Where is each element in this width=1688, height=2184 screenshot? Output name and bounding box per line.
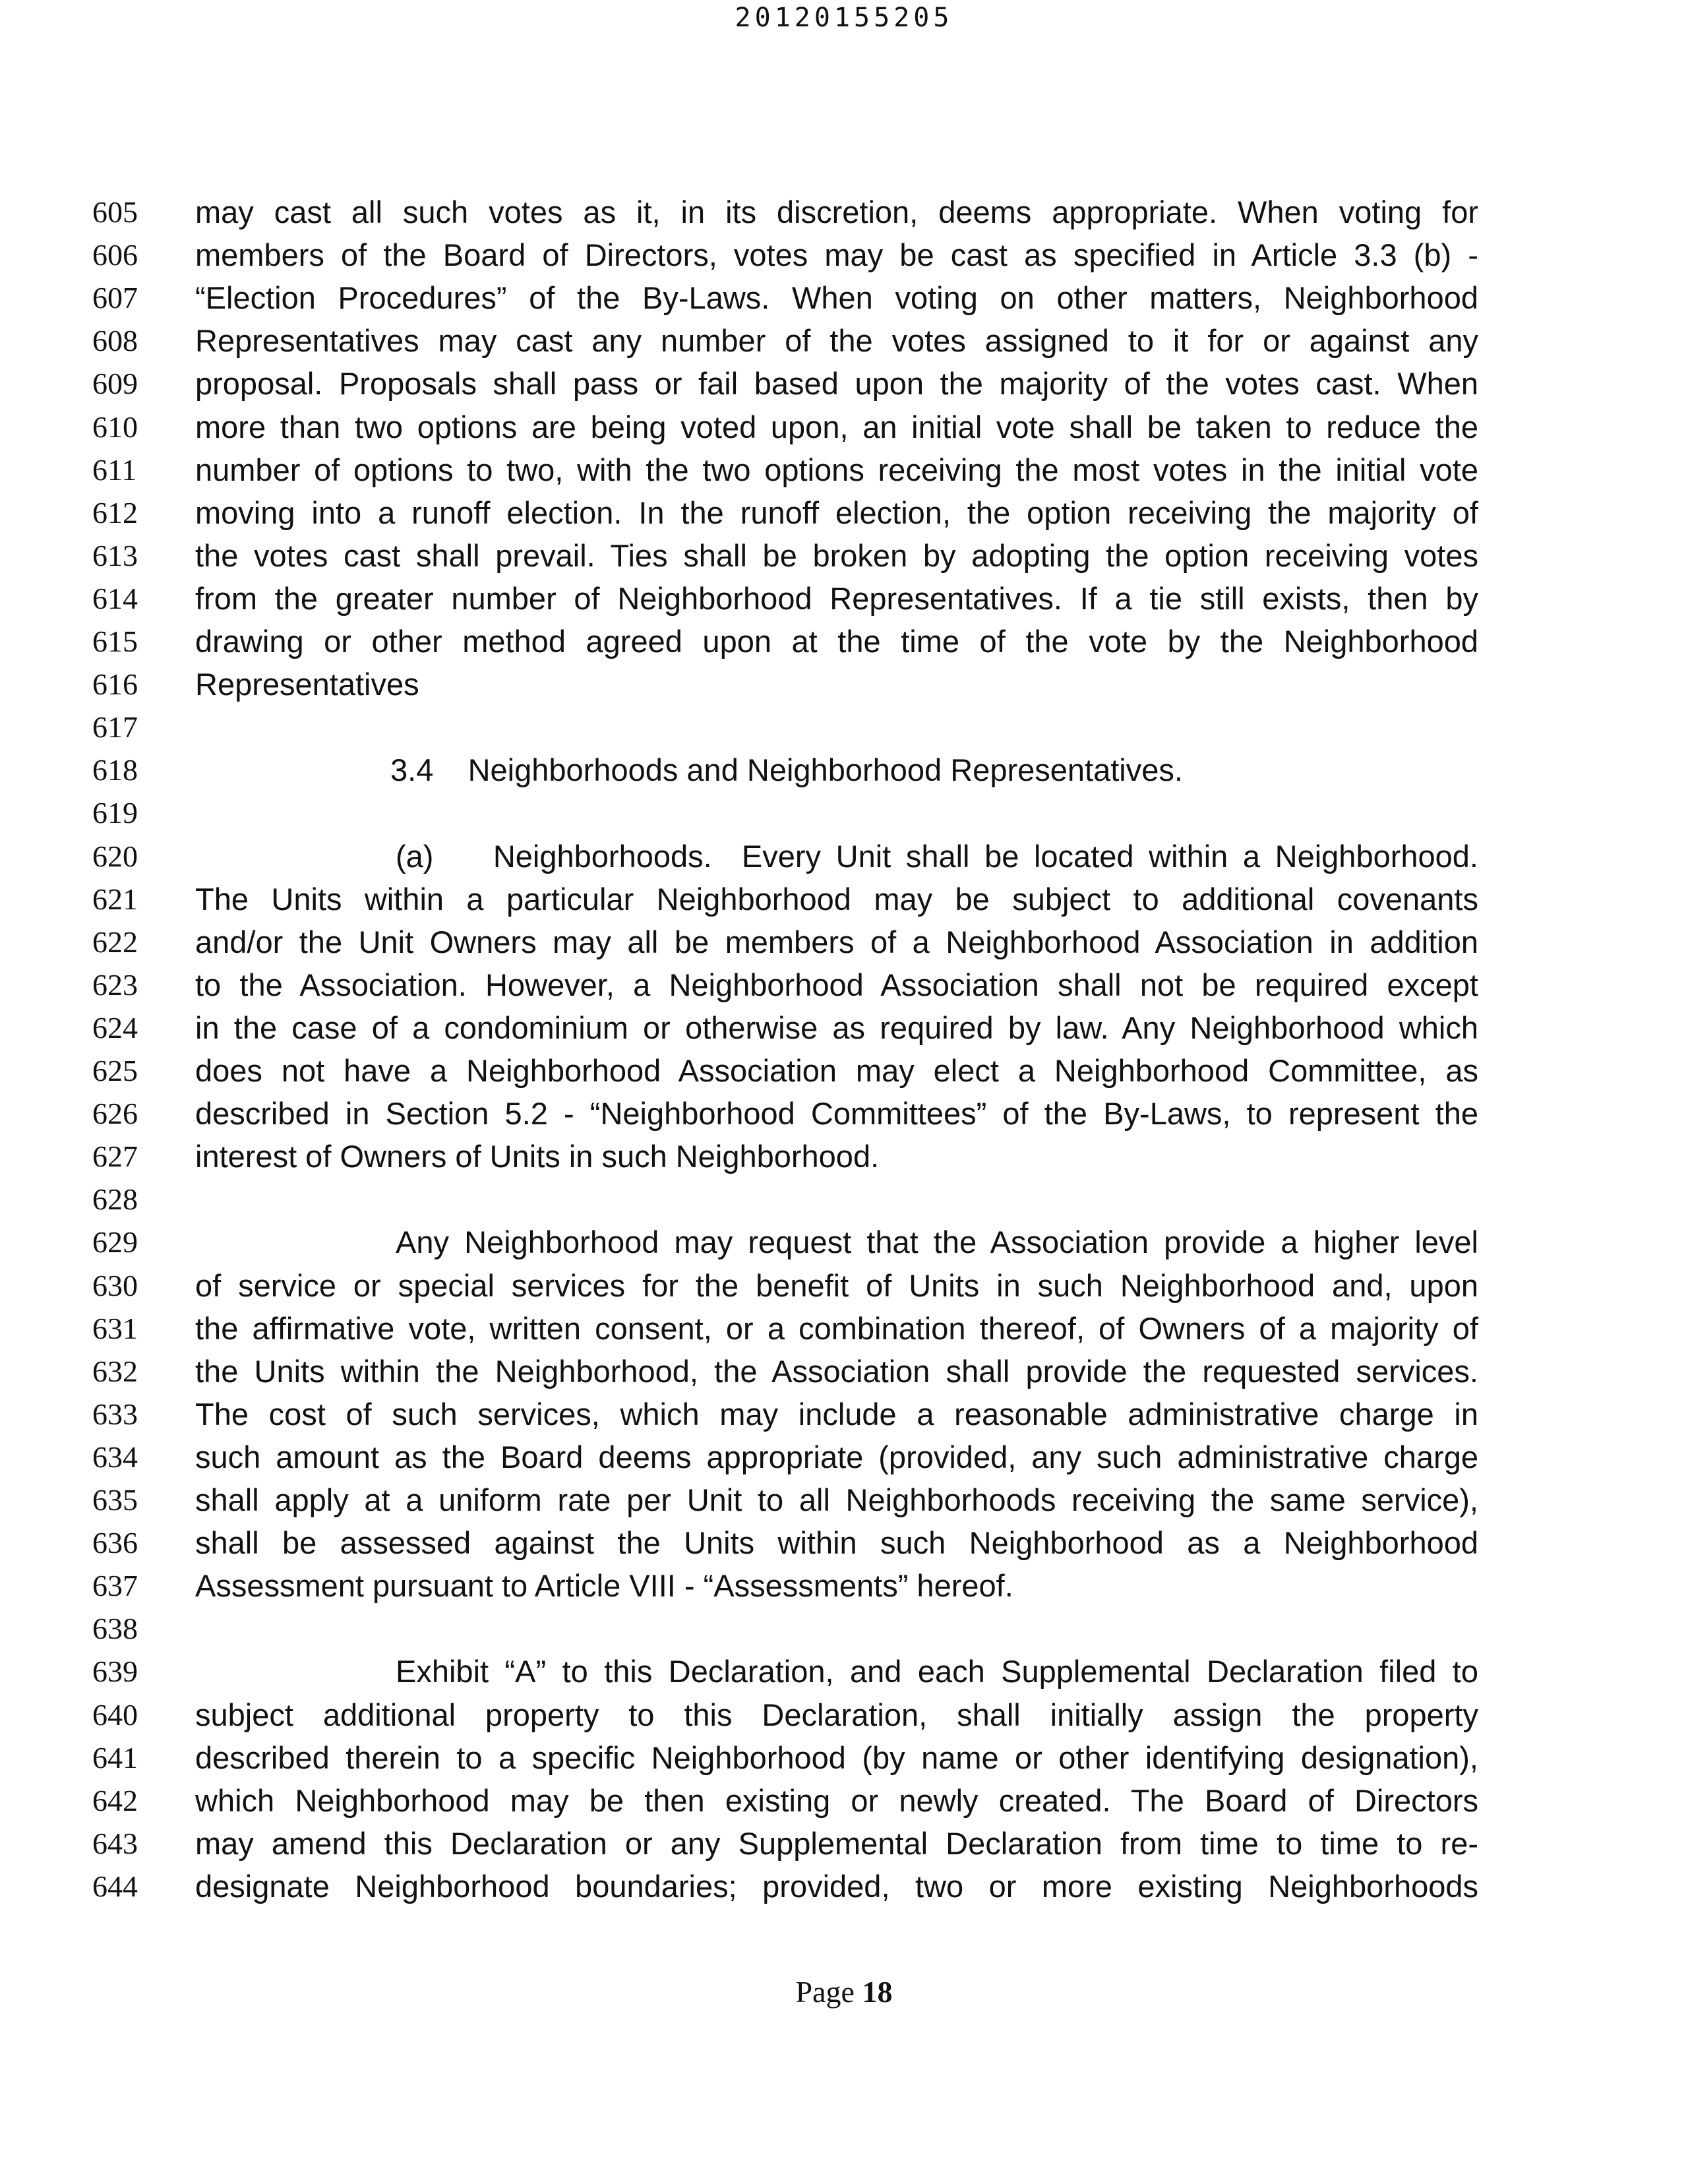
document-line	[0, 1093, 1688, 1135]
line-number: 640	[92, 1697, 138, 1732]
line-number: 623	[92, 967, 138, 1002]
line-text: Any Neighborhood may request that the Association provide a higher level	[396, 1225, 1478, 1260]
line-number: 643	[92, 1826, 138, 1860]
line-number: 621	[92, 882, 138, 916]
document-line	[0, 792, 1688, 834]
line-text: in the case of a condominium or otherwise as required by law. Any Neighborhood which	[195, 1010, 1478, 1045]
document-line	[0, 1393, 1688, 1436]
line-number: 613	[92, 538, 138, 572]
line-text: subject additional property to this Declaration, shall initially assign the property	[195, 1697, 1478, 1732]
line-number: 637	[92, 1569, 138, 1603]
document-line	[0, 191, 1688, 233]
line-text: number of options to two, with the two options receiving the most votes in the initial vote	[195, 452, 1478, 487]
page-footer	[0, 1974, 1688, 2009]
line-number: 610	[92, 410, 138, 444]
section-heading: 3.4 Neighborhoods and Neighborhood Representatives.	[390, 752, 1183, 788]
line-text: from the greater number of Neighborhood Representatives. If a tie still exists, then by	[195, 580, 1478, 616]
line-text: more than two options are being voted upon, an initial vote shall be taken to reduce the	[195, 409, 1478, 444]
line-text: The cost of such services, which may include a reasonable administrative charge in	[195, 1396, 1478, 1432]
document-line	[0, 492, 1688, 534]
line-text: may amend this Declaration or any Supplemental Declaration from time to time to re-	[195, 1825, 1478, 1861]
document-line	[0, 320, 1688, 362]
line-number: 624	[92, 1010, 138, 1045]
document-line	[0, 1651, 1688, 1693]
page-label: Page	[795, 1975, 855, 2009]
document-line	[0, 1308, 1688, 1350]
line-text: “Election Procedures” of the By-Laws. When voting on other matters, Neighborhood	[195, 280, 1478, 316]
line-number: 636	[92, 1526, 138, 1560]
line-text: Representatives	[195, 667, 419, 702]
document-line	[0, 449, 1688, 491]
document-line	[0, 1050, 1688, 1092]
line-number: 618	[92, 753, 138, 787]
document-line	[0, 578, 1688, 620]
document-line	[0, 406, 1688, 448]
document-line	[0, 1737, 1688, 1779]
line-text: the Units within the Neighborhood, the Association shall provide the requested services.	[195, 1353, 1478, 1389]
line-number: 626	[92, 1097, 138, 1131]
line-text: interest of Owners of Units in such Neighborhood.	[195, 1139, 880, 1174]
line-number: 614	[92, 581, 138, 615]
document-line	[0, 363, 1688, 405]
line-number: 627	[92, 1139, 138, 1174]
line-text: members of the Board of Directors, votes may be cast as specified in Article 3.3 (b) -	[195, 237, 1478, 273]
line-text: does not have a Neighborhood Association may elect a Neighborhood Committee, as	[195, 1053, 1478, 1088]
line-number: 641	[92, 1740, 138, 1774]
line-text: and/or the Unit Owners may all be members of a Neighborhood Association in addition	[195, 924, 1478, 959]
document-line	[0, 1522, 1688, 1564]
line-text: the votes cast shall prevail. Ties shall be broken by adopting the option receiving votes	[195, 537, 1478, 573]
line-text: drawing or other method agreed upon at the time of the vote by the Neighborhood	[195, 624, 1478, 659]
document-line	[0, 1436, 1688, 1478]
document-line	[0, 1565, 1688, 1607]
document-line	[0, 835, 1688, 878]
line-number: 630	[92, 1268, 138, 1302]
document-line	[0, 277, 1688, 319]
line-text: designate Neighborhood boundaries; provided, two or more existing Neighborhoods	[195, 1868, 1478, 1904]
line-number: 633	[92, 1397, 138, 1431]
document-line	[0, 1265, 1688, 1307]
line-text: Representatives may cast any number of the votes assigned to it for or against any	[195, 323, 1478, 359]
line-number: 634	[92, 1440, 138, 1474]
document-number: 20120155205	[735, 3, 953, 33]
document-line	[0, 964, 1688, 1006]
document-line	[0, 706, 1688, 748]
document-line	[0, 1136, 1688, 1178]
line-text: shall be assessed against the Units within such Neighborhood as a Neighborhood	[195, 1525, 1478, 1561]
document-line	[0, 749, 1688, 791]
document-line	[0, 878, 1688, 921]
line-number: 619	[92, 796, 138, 830]
line-text: (a) Neighborhoods. Every Unit shall be located within a Neighborhood.	[396, 838, 1478, 874]
page-number: 18	[862, 1975, 893, 2009]
line-text: The Units within a particular Neighborhood may be subject to additional covenants	[195, 881, 1478, 917]
line-text: proposal. Proposals shall pass or fail based upon the majority of the votes cast. When	[195, 366, 1478, 402]
document-line	[0, 921, 1688, 963]
line-number: 629	[92, 1225, 138, 1259]
line-text: Assessment pursuant to Article VIII - “Assessments” hereof.	[195, 1568, 1013, 1604]
line-number: 620	[92, 839, 138, 873]
line-number: 609	[92, 367, 138, 401]
line-number: 644	[92, 1869, 138, 1903]
document-line	[0, 1694, 1688, 1736]
line-text: the affirmative vote, written consent, or a combination thereof, of Owners of a majority of	[195, 1310, 1478, 1346]
line-number: 639	[92, 1654, 138, 1689]
document-line	[0, 1350, 1688, 1393]
document-line	[0, 1608, 1688, 1650]
line-number: 608	[92, 324, 138, 358]
line-number: 625	[92, 1054, 138, 1087]
line-number: 638	[92, 1612, 138, 1646]
line-number: 616	[92, 667, 138, 702]
line-number: 622	[92, 925, 138, 959]
line-text: Exhibit “A” to this Declaration, and each Supplemental Declaration filed to	[396, 1654, 1478, 1689]
line-number: 631	[92, 1311, 138, 1345]
document-line	[0, 1221, 1688, 1263]
line-text: moving into a runoff election. In the runoff election, the option receiving the majority of	[195, 495, 1478, 530]
line-number: 606	[92, 238, 138, 272]
document-line	[0, 1780, 1688, 1822]
document-line	[0, 1178, 1688, 1221]
line-text: of service or special services for the benefit of Units in such Neighborhood and, upon	[195, 1267, 1478, 1303]
line-number: 615	[92, 624, 138, 658]
document-line	[0, 535, 1688, 577]
line-number: 607	[92, 281, 138, 315]
line-text: described therein to a specific Neighborhood (by name or other identifying designation),	[195, 1740, 1478, 1775]
line-text: shall apply at a uniform rate per Unit to all Neighborhoods receiving the same service),	[195, 1482, 1478, 1517]
document-line	[0, 1007, 1688, 1049]
line-number: 612	[92, 495, 138, 530]
document-line	[0, 1479, 1688, 1521]
line-number: 605	[92, 195, 138, 229]
line-text: such amount as the Board deems appropriate (provided, any such administrative charge	[195, 1439, 1478, 1474]
document-line	[0, 663, 1688, 706]
line-number: 611	[92, 452, 137, 487]
line-text: may cast all such votes as it, in its discretion, deems appropriate. When voting for	[195, 195, 1478, 229]
line-number: 642	[92, 1783, 138, 1817]
line-number: 628	[92, 1182, 138, 1217]
document-line	[0, 1823, 1688, 1865]
line-text: which Neighborhood may be then existing or newly created. The Board of Directors	[195, 1782, 1478, 1818]
document-line	[0, 621, 1688, 663]
document-line	[0, 234, 1688, 276]
line-number: 635	[92, 1483, 138, 1517]
line-number: 632	[92, 1354, 138, 1388]
document-line	[0, 1866, 1688, 1908]
line-number: 617	[92, 710, 138, 744]
line-text: to the Association. However, a Neighborhood Association shall not be required except	[195, 967, 1478, 1002]
line-text: described in Section 5.2 - “Neighborhood Committees” of the By-Laws, to represent the	[195, 1096, 1478, 1132]
